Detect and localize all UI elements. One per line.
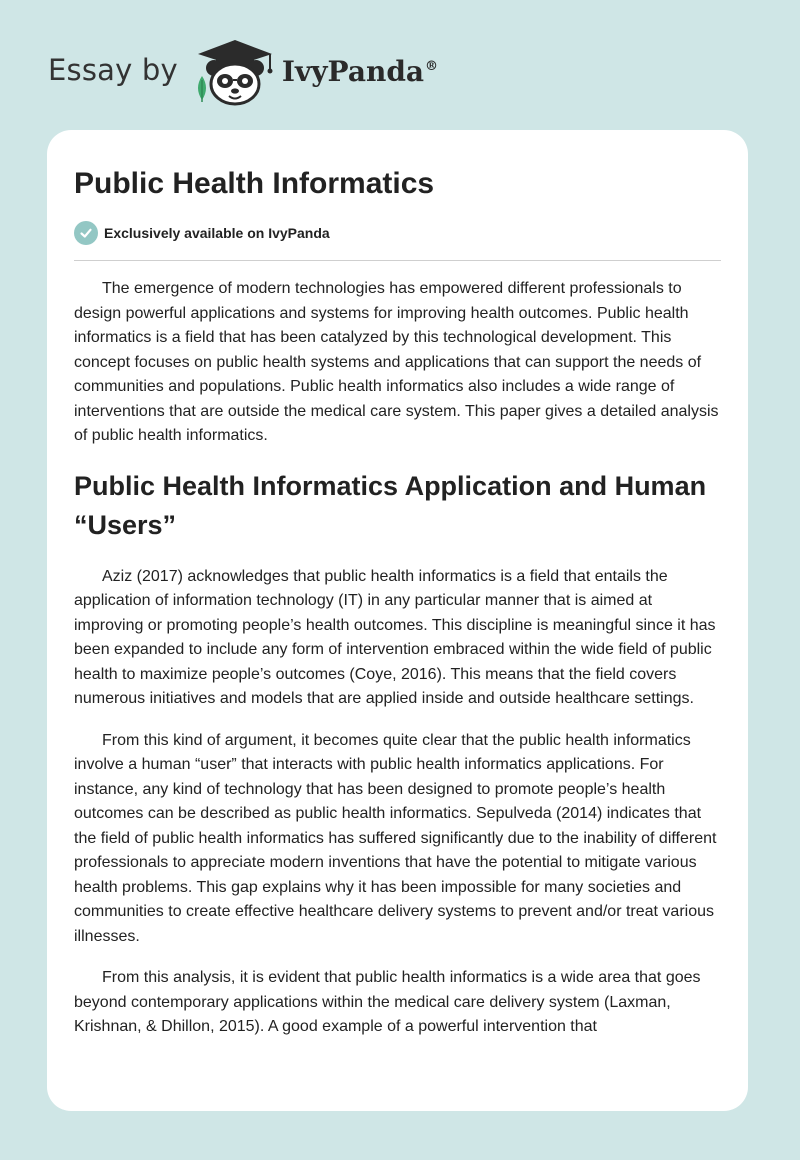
divider <box>74 260 721 261</box>
brand-name[interactable]: IvyPanda® <box>281 54 439 88</box>
body-paragraph: From this analysis, it is evident that public health informatics is a wide area that goes beyond contemporary applications within the medical care delivery system (Laxman, Krishnan, & Dhillon, 2015). A good example of a powerful intervention that <box>74 969 701 1035</box>
body-paragraph: Aziz (2017) acknowledges that public health informatics is a field that entails the application of information technology (IT) in any particular manner that is aimed at improving or promoting people’s health outcomes. This discipline is meaningful since it has been expanded to include any form of intervention embraced within the wide field of public health to maximize people’s outcomes (Coye, 2016). This means that the field covers numerous initiatives and models that are applied inside and outside healthcare settings. <box>74 567 716 707</box>
intro-paragraph: The emergence of modern technologies has empowered different professionals to design powerful applications and systems for improving health outcomes. Public health informatics is a field that has been catalyzed by this technological development. This concept focuses on public health systems and applications that can support the needs of communities and populations. Public health informatics also includes a wide range of interventions that are outside the medical care system. This paper gives a detailed analysis of public health informatics. <box>74 280 719 444</box>
site-header <box>48 36 438 108</box>
essay-card <box>47 130 748 1111</box>
body-paragraph: From this kind of argument, it becomes quite clear that the public health informatics involve a human “user” that interacts with public health informatics applications. For instance, any kind of technology that has been designed to promote people’s health outcomes can be described as public health informatics. Sepulveda (2014) indicates that the field of public health informatics has suffered significantly due to the inability of different professionals to appreciate modern inventions that have the potential to mitigate various health problems. This gap explains why it has been impossible for many societies and communities to create effective healthcare delivery systems to prevent and/or treat various illnesses. <box>74 731 717 945</box>
exclusive-badge <box>74 220 721 246</box>
check-icon <box>74 221 98 245</box>
section-heading: Public Health Informatics Application and Human “Users” <box>74 470 707 540</box>
brand-prefix: Essay by <box>48 53 178 87</box>
badge-text: Exclusively available on IvyPanda <box>104 225 330 241</box>
panda-logo-icon[interactable] <box>192 36 278 108</box>
page-title: Public Health Informatics <box>74 167 435 200</box>
